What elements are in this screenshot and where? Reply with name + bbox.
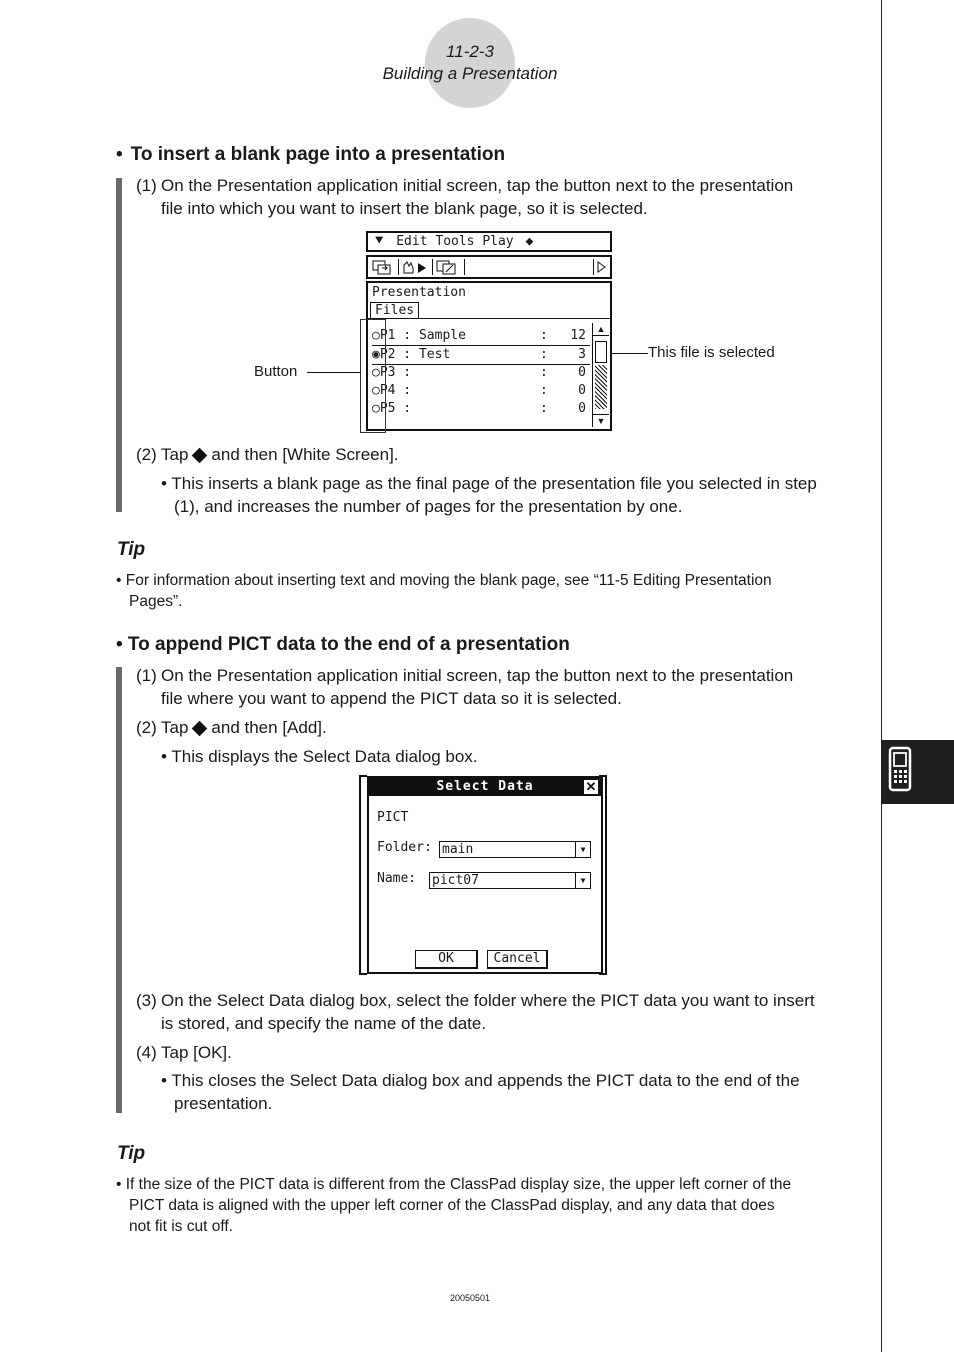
section1-bar [116,178,122,512]
callout-button-line [307,372,361,373]
s2-note: • This displays the Select Data dialog box. [161,747,478,766]
s2-step3-line2: is stored, and specify the name of the date. [161,1014,487,1033]
section1-heading-text: To insert a blank page into a presentation [130,144,506,165]
s2-step2-post: and then [Add]. [211,718,327,737]
file-row-selected[interactable]: ◉P2 : Test : 3 [372,345,590,365]
file-pages: 3 [578,347,586,362]
file-name: Test [418,347,451,362]
tip1-title: Tip [117,539,146,560]
diamond-icon [192,720,208,736]
select-data-dialog [367,776,603,974]
tip2-line2: PICT data is aligned with the upper left corner of the ClassPad display, and any data that does [129,1197,775,1214]
s1-step1-line1: On the Presentation application initial screen, tap the button next to the presentation [161,176,794,195]
presentation-screen [366,231,612,431]
chapter-tab [882,740,954,804]
tip1-line1: • For information about inserting text and moving the blank page, see “11-5 Editing Presentation [116,572,772,589]
menu-bar [366,231,612,252]
s2-step2 [161,716,327,739]
s2-step1-line1: On the Presentation application initial screen, tap the button next to the presentation [161,666,794,685]
file-panel [366,281,612,431]
cancel-button[interactable]: Cancel [487,950,548,969]
copy-icon[interactable] [370,259,399,275]
file-pages: 0 [578,365,586,380]
callout-selected-line [612,353,648,354]
radio-unselected-icon[interactable]: ○ [372,383,380,398]
bullet-icon: • [116,144,123,165]
menu-items[interactable]: Edit Tools Play [396,234,514,249]
toolbar-scroll-right-icon[interactable] [593,259,608,275]
folder-label: Folder: [377,840,432,855]
tip1-line2: Pages”. [129,593,183,610]
file-id: P4 [379,383,396,398]
folder-select[interactable] [439,841,591,858]
play-icon[interactable] [400,259,433,275]
s1-note-line2: (1), and increases the number of pages for the presentation by one. [174,497,683,516]
ok-button[interactable]: OK [415,950,478,969]
edit-icon[interactable] [434,259,465,275]
tab-files[interactable]: Files [370,302,419,319]
section-number: 11-2-3 [446,42,494,61]
header-circle [425,18,515,108]
file-row[interactable]: ○P4 : : 0 [372,383,586,398]
s1-step2-pre: Tap [161,445,189,464]
scroll-thumb[interactable] [595,341,607,363]
button-highlight-box [360,319,386,433]
s1-step1-num: (1) [136,176,157,195]
s2-step3-num: (3) [136,991,157,1010]
folder-value: main [442,842,474,857]
tip2-line1: • If the size of the PICT data is different from the ClassPad display size, the upper left corner of the [116,1176,792,1193]
panel-title: Presentation [372,285,466,300]
file-row[interactable]: ○P3 : : 0 [372,365,586,380]
select-data-screen [359,775,607,975]
radio-unselected-icon[interactable]: ○ [372,328,380,343]
close-icon[interactable]: ✕ [585,779,597,794]
tip2-line3: not fit is cut off. [129,1218,233,1235]
chevron-down-icon[interactable]: ▼ [575,842,590,857]
footer-code: 20050501 [449,1293,491,1303]
section2-heading: • To append PICT data to the end of a presentation [116,634,570,655]
s1-note-line1: • This inserts a blank page as the final page of the presentation file you selected in step [161,474,817,493]
section-title: Building a Presentation [382,64,558,83]
s2-step4-num: (4) [136,1043,157,1062]
diamond-icon [192,447,208,463]
callout-button-label: Button [254,363,298,380]
s2-step1-num: (1) [136,666,157,685]
s2-step2-num: (2) [136,718,157,737]
chevron-down-icon[interactable]: ▼ [575,873,590,888]
s1-step2-num: (2) [136,445,157,464]
toolbar [366,255,612,279]
tip2-title: Tip [117,1143,146,1164]
section2-bar [116,667,122,1113]
dialog-title: Select Data [369,778,601,796]
callout-selected-label: This file is selected [648,344,775,361]
name-select[interactable] [429,872,591,889]
file-pages: 0 [578,383,586,398]
scroll-down-icon[interactable]: ▼ [593,414,609,427]
file-pages: 0 [578,401,586,416]
s2-note2-line2: presentation. [174,1094,273,1113]
radio-unselected-icon[interactable]: ○ [372,365,380,380]
s2-step4: Tap [OK]. [161,1043,232,1062]
radio-unselected-icon[interactable]: ○ [372,401,380,416]
file-name: Sample [418,328,466,343]
file-id: P2 [379,347,396,362]
file-pages: 12 [570,328,586,343]
name-value: pict07 [432,873,479,888]
scroll-up-icon[interactable]: ▲ [593,323,609,336]
radio-selected-icon[interactable]: ◉ [372,347,380,362]
scrollbar[interactable] [592,323,609,427]
s2-step2-pre: Tap [161,718,189,737]
s1-step1-line2: file into which you want to insert the blank page, so it is selected. [161,199,648,218]
file-row[interactable]: ○P1 : Sample : 12 [372,328,586,343]
calculator-icon [882,740,954,804]
s1-step2-post: and then [White Screen]. [211,445,399,464]
file-id: P5 [379,401,396,416]
name-label: Name: [377,871,417,886]
s1-step2 [161,443,399,466]
section1-heading [116,144,505,166]
diamond-menu-icon[interactable]: ◆ [525,234,534,249]
file-id: P1 [379,328,396,343]
menu-dropdown-icon[interactable]: ⯆ [374,234,385,249]
file-row[interactable]: ○P5 : : 0 [372,401,586,416]
file-id: P3 [379,365,396,380]
right-margin-rule [881,0,882,1352]
dialog-type: PICT [377,810,409,825]
s2-step3-line1: On the Select Data dialog box, select the folder where the PICT data you want to insert [161,991,815,1010]
s2-step1-line2: file where you want to append the PICT data so it is selected. [161,689,622,708]
s2-note2-line1: • This closes the Select Data dialog box and appends the PICT data to the end of the [161,1071,800,1090]
